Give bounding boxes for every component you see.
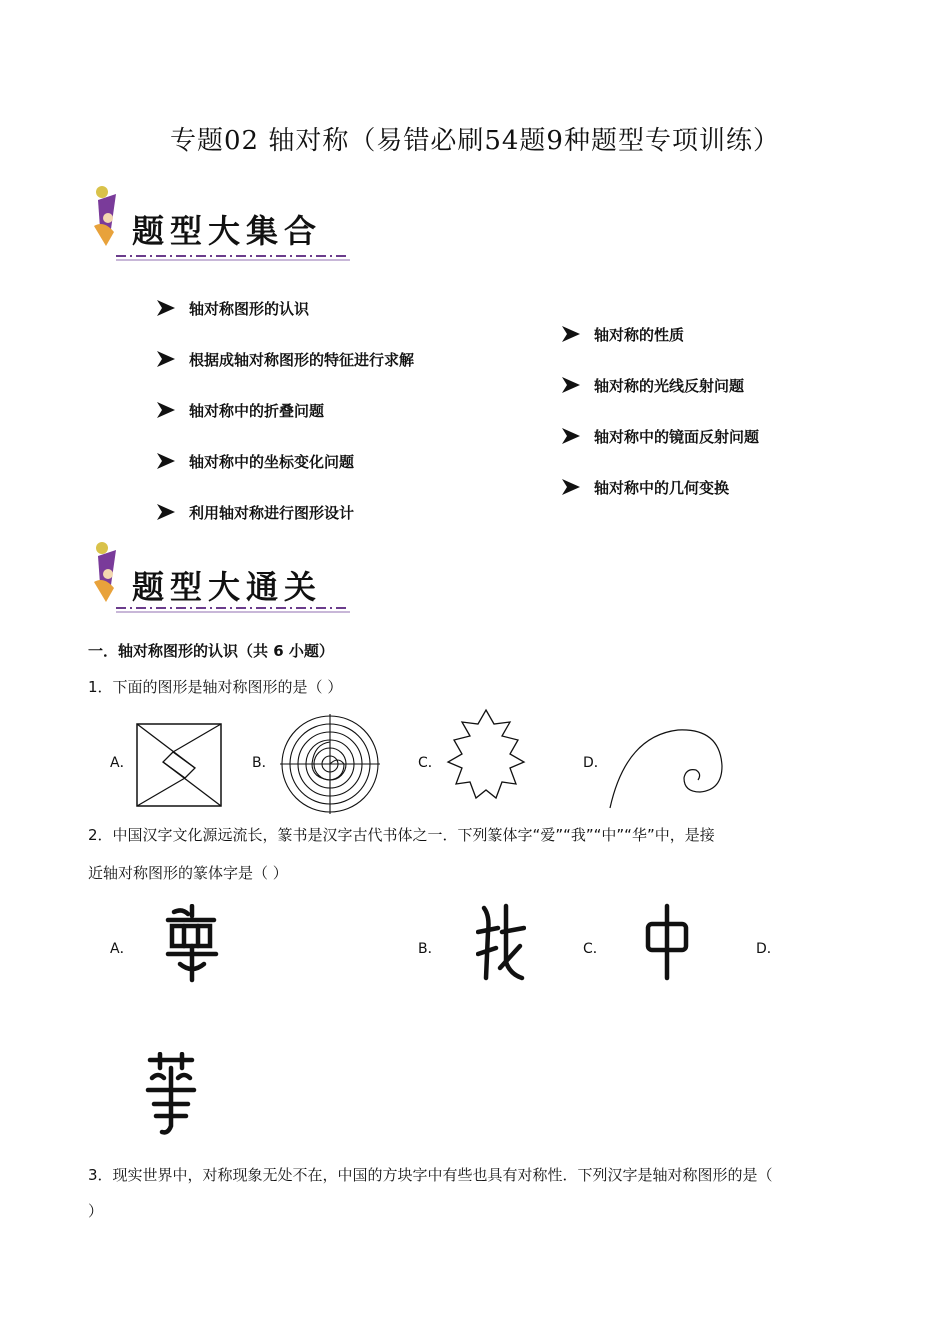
topic-item xyxy=(560,475,759,499)
square-pinwheel-figure xyxy=(135,722,225,808)
topic-label: 根据成轴对称图形的特征进行求解 xyxy=(189,350,415,369)
arrow-icon xyxy=(560,376,582,394)
topic-item xyxy=(155,449,414,473)
seal-script-zhong-glyph xyxy=(642,902,692,982)
topic-list-left xyxy=(155,296,414,524)
q1-option-d-label: D． xyxy=(583,755,608,771)
topic-label: 轴对称中的镜面反射问题 xyxy=(594,427,760,446)
q2-option-b-label: B． xyxy=(418,941,442,957)
page-title: 专题02 轴对称（易错必刷54题9种题型专项训练） xyxy=(170,126,780,156)
topic-item xyxy=(560,424,759,448)
question-2-text-line2: 近轴对称图形的篆体字是（ ） xyxy=(88,864,288,882)
q1-option-c-label: C． xyxy=(418,755,442,771)
seal-script-ai-glyph xyxy=(164,904,220,984)
topic-label: 轴对称的性质 xyxy=(594,325,685,344)
banner-collection xyxy=(88,180,358,270)
question-3-text-line2: ） xyxy=(88,1202,104,1220)
topic-label: 轴对称中的几何变换 xyxy=(594,478,730,497)
circle-spiral-figure xyxy=(278,712,382,816)
q2-option-a-label: A． xyxy=(110,941,134,957)
q2-option-d-label: D． xyxy=(756,941,781,957)
topic-item xyxy=(155,296,414,320)
topic-list-right xyxy=(560,322,759,499)
topic-item xyxy=(560,373,759,397)
topic-item xyxy=(560,322,759,346)
arrow-icon xyxy=(155,350,177,368)
topic-item xyxy=(155,500,414,524)
question-2-text-line1: 2．中国汉字文化源远流长，篆书是汉字古代书体之一．下列篆体字“爱”“我”“中”“华”中，是接 xyxy=(88,826,715,844)
arrow-icon xyxy=(560,325,582,343)
seal-script-hua-glyph xyxy=(144,1052,198,1136)
question-1-text: 1．下面的图形是轴对称图形的是（ ） xyxy=(88,678,343,696)
topic-label: 轴对称图形的认识 xyxy=(189,299,310,318)
arrow-icon xyxy=(155,299,177,317)
question-3-text-line1: 3．现实世界中，对称现象无处不在，中国的方块字中有些也具有对称性．下列汉字是轴对称图形的是（ xyxy=(88,1166,773,1184)
banner-pass-text: 题型大通关 xyxy=(132,568,323,606)
seal-script-wo-glyph xyxy=(476,902,526,982)
q2-option-c-label: C． xyxy=(583,941,607,957)
q1-option-b-label: B． xyxy=(252,755,276,771)
arrow-icon xyxy=(560,427,582,445)
arrow-icon xyxy=(155,503,177,521)
topic-label: 轴对称的光线反射问题 xyxy=(594,376,745,395)
spiral-curve-figure xyxy=(608,720,724,810)
arrow-icon xyxy=(155,452,177,470)
topic-item xyxy=(155,347,414,371)
banner-pass xyxy=(88,536,358,626)
topic-label: 轴对称中的坐标变化问题 xyxy=(189,452,355,471)
arrow-icon xyxy=(560,478,582,496)
q1-option-a-label: A． xyxy=(110,755,134,771)
arrow-icon xyxy=(155,401,177,419)
topic-label: 利用轴对称进行图形设计 xyxy=(189,503,355,522)
banner-collection-text: 题型大集合 xyxy=(132,212,323,250)
topic-label: 轴对称中的折叠问题 xyxy=(189,401,325,420)
topic-item xyxy=(155,398,414,422)
koch-snowflake-figure xyxy=(440,708,532,808)
section-heading: 一．轴对称图形的认识（共 6 小题） xyxy=(88,642,334,660)
